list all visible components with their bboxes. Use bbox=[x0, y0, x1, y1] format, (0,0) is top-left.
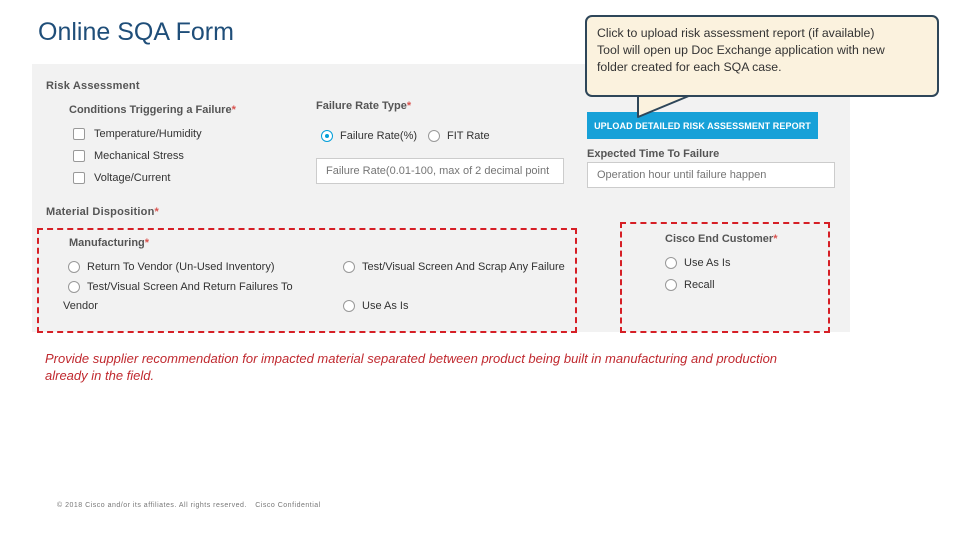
required-marker: * bbox=[231, 104, 236, 116]
slide-title: Online SQA Form bbox=[38, 18, 234, 46]
checkbox-temperature-humidity[interactable] bbox=[73, 128, 202, 140]
checkbox-label: Temperature/Humidity bbox=[94, 128, 202, 140]
radio-test-screen-return[interactable] bbox=[68, 281, 293, 293]
radio-label: Test/Visual Screen And Scrap Any Failure bbox=[362, 261, 565, 273]
callout-line-1: Click to upload risk assessment report (if available) bbox=[597, 26, 875, 40]
radio-selected-icon[interactable] bbox=[321, 130, 333, 142]
required-marker: * bbox=[773, 233, 778, 245]
radio-customer-recall[interactable] bbox=[665, 279, 715, 291]
footer-copyright: © 2018 Cisco and/or its affiliates. All rights reserved. bbox=[57, 502, 247, 509]
radio-test-screen-return-continued bbox=[63, 300, 98, 312]
manufacturing-label-text: Manufacturing bbox=[69, 237, 145, 249]
upload-risk-report-button[interactable]: UPLOAD DETAILED RISK ASSESSMENT REPORT bbox=[587, 112, 818, 139]
checkbox-box[interactable] bbox=[73, 150, 85, 162]
manufacturing-label bbox=[69, 237, 149, 249]
radio-label: Use As Is bbox=[362, 300, 409, 312]
callout-line-3: folder created for each SQA case. bbox=[597, 60, 782, 74]
callout-line-2: Tool will open up Doc Exchange application with new bbox=[597, 43, 885, 57]
footer bbox=[57, 502, 327, 509]
conditions-label bbox=[69, 104, 236, 116]
radio-icon[interactable] bbox=[343, 261, 355, 273]
radio-manufacturing-use-as-is[interactable] bbox=[343, 300, 408, 312]
expected-time-label: Expected Time To Failure bbox=[587, 148, 720, 160]
radio-label: Failure Rate(%) bbox=[340, 130, 418, 142]
failure-rate-type-label bbox=[316, 100, 411, 112]
supplier-recommendation-note: Provide supplier recommendation for impacted material separated between product being built in manufacturing and production already in the field. bbox=[45, 351, 778, 383]
material-disposition-title-text: Material Disposition bbox=[46, 206, 155, 218]
radio-test-screen-scrap[interactable] bbox=[343, 261, 565, 273]
checkbox-mechanical-stress[interactable] bbox=[73, 150, 184, 162]
footer-classification: Cisco Confidential bbox=[255, 502, 321, 509]
cisco-end-customer-label-text: Cisco End Customer bbox=[665, 233, 774, 245]
cisco-end-customer-label bbox=[665, 233, 777, 245]
radio-label: Use As Is bbox=[684, 257, 731, 269]
radio-label: Test/Visual Screen And Return Failures To bbox=[87, 281, 293, 293]
failure-rate-input[interactable] bbox=[316, 158, 564, 184]
radio-label-continued: Vendor bbox=[63, 300, 98, 312]
required-marker: * bbox=[154, 206, 160, 218]
expected-time-input[interactable] bbox=[587, 162, 835, 188]
radio-label: Return To Vendor (Un-Used Inventory) bbox=[87, 261, 275, 273]
radio-icon[interactable] bbox=[428, 130, 440, 142]
radio-label: FIT Rate bbox=[447, 130, 490, 142]
radio-icon[interactable] bbox=[68, 261, 80, 273]
upload-callout bbox=[585, 15, 939, 97]
risk-assessment-title: Risk Assessment bbox=[46, 80, 140, 92]
checkbox-box[interactable] bbox=[73, 128, 85, 140]
radio-icon[interactable] bbox=[343, 300, 355, 312]
radio-label: Recall bbox=[684, 279, 715, 291]
radio-fit-rate[interactable] bbox=[428, 130, 490, 142]
checkbox-label: Voltage/Current bbox=[94, 172, 171, 184]
checkbox-voltage-current[interactable] bbox=[73, 172, 170, 184]
radio-return-to-vendor[interactable] bbox=[68, 261, 275, 273]
checkbox-box[interactable] bbox=[73, 172, 85, 184]
failure-rate-type-label-text: Failure Rate Type bbox=[316, 100, 407, 112]
radio-icon[interactable] bbox=[665, 279, 677, 291]
radio-failure-rate-percent[interactable] bbox=[321, 130, 417, 142]
radio-icon[interactable] bbox=[665, 257, 677, 269]
conditions-label-text: Conditions Triggering a Failure bbox=[69, 104, 232, 116]
required-marker: * bbox=[406, 100, 412, 112]
radio-icon[interactable] bbox=[68, 281, 80, 293]
radio-customer-use-as-is[interactable] bbox=[665, 257, 730, 269]
required-marker: * bbox=[144, 237, 150, 249]
material-disposition-title bbox=[46, 206, 159, 218]
checkbox-label: Mechanical Stress bbox=[94, 150, 184, 162]
